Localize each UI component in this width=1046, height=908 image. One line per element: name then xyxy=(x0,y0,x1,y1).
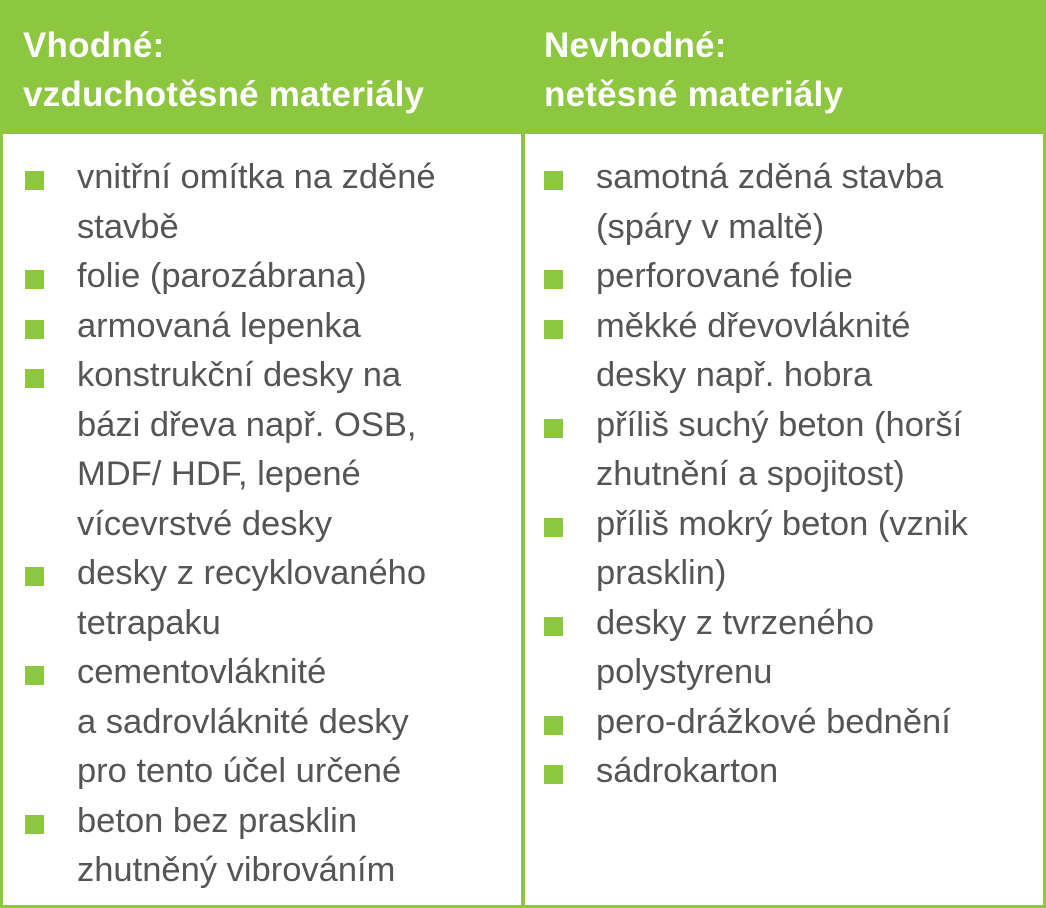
unsuitable-list-item xyxy=(544,401,1029,500)
suitable-list-item xyxy=(25,153,505,252)
unsuitable-item-line: prasklin) xyxy=(596,554,727,592)
suitable-item-line: folie (parozábrana) xyxy=(77,257,367,295)
suitable-item-line: desky z recyklovaného xyxy=(77,554,427,592)
square-bullet-icon xyxy=(25,320,44,339)
square-bullet-icon xyxy=(544,617,563,636)
unsuitable-item-line: příliš suchý beton (horší xyxy=(596,405,963,444)
unsuitable-item-line: příliš mokrý beton (vznik xyxy=(596,504,968,543)
unsuitable-item-line: desky z tvrzeného xyxy=(596,603,875,642)
unsuitable-item-line: (spáry v maltě) xyxy=(596,207,825,246)
suitable-item-text xyxy=(77,797,505,896)
suitable-item-text xyxy=(77,549,505,648)
square-bullet-icon xyxy=(25,171,44,190)
unsuitable-list-item xyxy=(544,500,1029,599)
square-bullet-icon xyxy=(544,518,563,537)
header-unsuitable-title: Nevhodné: xyxy=(544,26,727,65)
unsuitable-item-text xyxy=(596,500,1029,599)
suitable-list-item xyxy=(25,549,505,648)
unsuitable-item-line: sádrokarton xyxy=(596,752,779,790)
square-bullet-icon xyxy=(544,270,563,289)
unsuitable-item-line: měkké dřevovláknité xyxy=(596,306,911,345)
unsuitable-item-line: samotná zděná stavba xyxy=(596,158,944,196)
suitable-list-item xyxy=(25,648,505,797)
suitable-item-line: pro tento účel určené xyxy=(77,752,402,790)
suitable-item-line: konstrukční desky na xyxy=(77,356,402,394)
suitable-item-text xyxy=(77,351,505,549)
header-suitable xyxy=(23,21,424,119)
unsuitable-materials-list xyxy=(544,153,1029,797)
suitable-list-item xyxy=(25,252,505,302)
suitable-item-line: a sadrovláknité desky xyxy=(77,702,409,741)
square-bullet-icon xyxy=(25,369,44,388)
unsuitable-item-line: desky např. hobra xyxy=(596,356,873,394)
column-divider xyxy=(521,3,525,905)
suitable-item-line: vícevrstvé desky xyxy=(77,504,332,543)
square-bullet-icon xyxy=(25,567,44,586)
square-bullet-icon xyxy=(544,320,563,339)
suitable-list-item xyxy=(25,797,505,896)
header-suitable-title: Vhodné: xyxy=(23,26,165,65)
unsuitable-item-line: perforované folie xyxy=(596,257,853,295)
suitable-list-item xyxy=(25,302,505,352)
square-bullet-icon xyxy=(544,171,563,190)
unsuitable-item-text xyxy=(596,252,1029,302)
suitable-item-text xyxy=(77,252,505,302)
suitable-item-text xyxy=(77,648,505,797)
square-bullet-icon xyxy=(25,270,44,289)
header-suitable-subtitle: vzduchotěsné materiály xyxy=(23,75,425,114)
suitable-item-text xyxy=(77,302,505,352)
suitable-item-line: MDF/ HDF, lepené xyxy=(77,455,361,493)
unsuitable-list-item xyxy=(544,153,1029,252)
square-bullet-icon xyxy=(544,765,563,784)
unsuitable-list-item xyxy=(544,747,1029,797)
suitable-item-line: tetrapaku xyxy=(77,603,221,642)
square-bullet-icon xyxy=(544,716,563,735)
unsuitable-item-text xyxy=(596,599,1029,698)
suitable-list-item xyxy=(25,351,505,549)
unsuitable-item-text xyxy=(596,302,1029,401)
suitable-item-line: bázi dřeva např. OSB, xyxy=(77,405,417,444)
suitable-item-line: zhutněný vibrováním xyxy=(77,851,396,889)
unsuitable-item-line: pero-drážkové bednění xyxy=(596,702,951,741)
suitable-item-line: vnitřní omítka na zděné xyxy=(77,158,436,196)
header-unsuitable-subtitle: netěsné materiály xyxy=(544,75,844,114)
unsuitable-item-text xyxy=(596,401,1029,500)
unsuitable-list-item xyxy=(544,599,1029,698)
square-bullet-icon xyxy=(25,815,44,834)
unsuitable-list-item xyxy=(544,252,1029,302)
unsuitable-item-text xyxy=(596,747,1029,797)
unsuitable-item-text xyxy=(596,153,1029,252)
unsuitable-list-item xyxy=(544,698,1029,748)
suitable-materials-list xyxy=(25,153,505,896)
unsuitable-item-line: polystyrenu xyxy=(596,653,773,691)
unsuitable-item-line: zhutnění a spojitost) xyxy=(596,455,905,493)
unsuitable-list-item xyxy=(544,302,1029,401)
square-bullet-icon xyxy=(25,666,44,685)
suitable-item-line: stavbě xyxy=(77,207,179,246)
suitable-item-text xyxy=(77,153,505,252)
header-unsuitable xyxy=(544,21,843,119)
square-bullet-icon xyxy=(544,419,563,438)
unsuitable-item-text xyxy=(596,698,1029,748)
suitable-item-line: cementovláknité xyxy=(77,653,327,691)
suitable-item-line: beton bez prasklin xyxy=(77,801,358,840)
suitable-item-line: armovaná lepenka xyxy=(77,306,361,345)
